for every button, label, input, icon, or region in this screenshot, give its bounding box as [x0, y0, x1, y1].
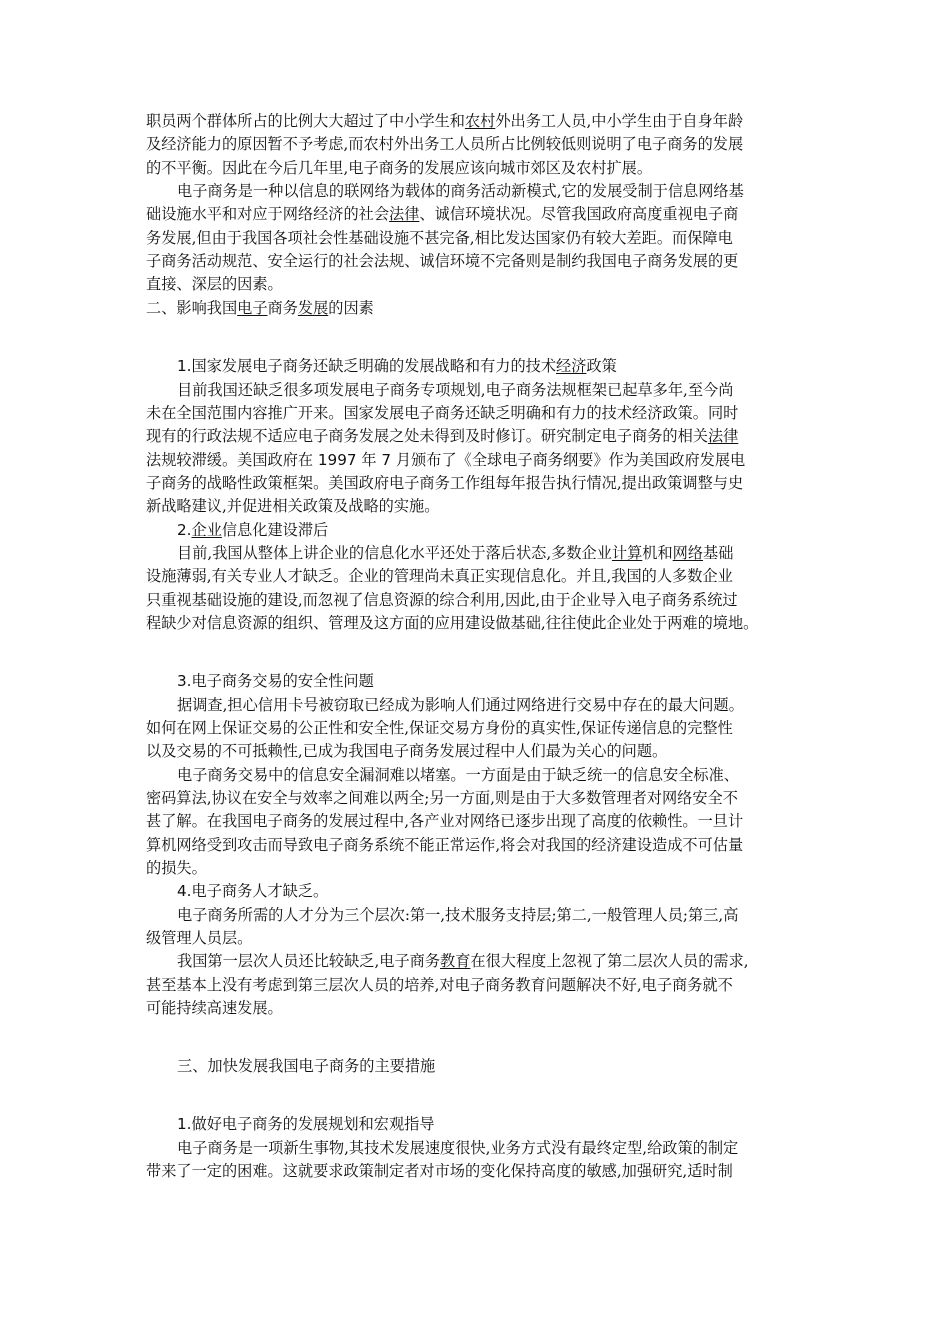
text-span: 甚了解。在我国电子商务的发展过程中,各产业对网络已逐步出现了高度的依赖性。一旦计	[146, 812, 744, 830]
text-line	[146, 273, 283, 296]
text-span: 基础	[703, 544, 734, 562]
hyperlink[interactable]: 企业	[191, 521, 222, 539]
text-line	[177, 180, 744, 203]
text-span: 务发展,但由于我国各项社会性基础设施不甚完备,相比发达国家仍有较大差距。而保障电	[146, 229, 733, 247]
text-span: 电子商务是一种以信息的联网络为载体的商务活动新模式,它的发展受制于信息网络基	[177, 182, 744, 200]
hyperlink[interactable]: 电子	[237, 299, 268, 317]
text-line	[177, 519, 328, 542]
text-span: 做好电子商务的发展规划和宏观指导	[191, 1115, 435, 1133]
text-line	[177, 694, 744, 717]
text-line	[146, 974, 733, 997]
text-line	[146, 857, 207, 880]
text-span: 电子商务交易中的信息安全漏洞难以堵塞。一方面是由于缺乏统一的信息安全标准、	[177, 766, 739, 784]
number-text: 1997	[317, 451, 357, 469]
text-span: 的因素	[328, 299, 374, 317]
text-line	[146, 227, 733, 250]
text-line	[177, 542, 733, 565]
text-span: 直接、深层的因素。	[146, 275, 283, 293]
text-span: 以及交易的不可抵赖性,已成为我国电子商务发展过程中人们最为关心的问题。	[146, 742, 668, 760]
text-line	[146, 157, 652, 180]
text-span: 新战略建议,并促进相关政策及战略的实施。	[146, 497, 440, 515]
text-line	[146, 472, 743, 495]
hyperlink[interactable]: 经济	[556, 357, 587, 375]
text-span: 础设施水平和对应于网络经济的社会	[146, 205, 389, 223]
text-line	[146, 612, 758, 635]
text-span: 职员两个群体所占的比例大大超过了中小学生和	[146, 112, 465, 130]
text-line	[146, 110, 743, 133]
text-span: 政策	[586, 357, 617, 375]
number-text: 1.	[177, 1115, 192, 1133]
text-span: 现有的行政法规不适应电子商务发展之处未得到及时修订。研究制定电子商务的相关	[146, 427, 708, 445]
number-text: 4.	[177, 882, 192, 900]
text-span: 带来了一定的困难。这就要求政策制定者对市场的变化保持高度的敏感,加强研究,适时制	[146, 1162, 733, 1180]
text-line	[146, 250, 738, 273]
text-line	[146, 740, 667, 763]
text-span: 二、影响我国	[146, 299, 238, 317]
text-span: 年	[356, 451, 382, 469]
hyperlink[interactable]: 计算	[611, 544, 643, 562]
hyperlink[interactable]: 网络	[672, 544, 704, 562]
text-line	[177, 950, 749, 973]
text-line	[146, 997, 283, 1020]
text-span: 的不平衡。因此在今后几年里,电子商务的发展应该向城市郊区及农村扩展。	[146, 159, 653, 177]
text-span: 目前我国还缺乏很多项发展电子商务专项规划,电子商务法规框架已起草多年,至今尚	[177, 381, 734, 399]
text-line	[146, 425, 738, 448]
text-span: 电子商务所需的人才分为三个层次:第一,技术服务支持层;第二,一般管理人员;第三,高	[177, 906, 739, 924]
text-span: 国家发展电子商务还缺乏明确的发展战略和有力的技术	[191, 357, 556, 375]
text-line	[146, 1160, 733, 1183]
text-span: 可能持续高速发展。	[146, 999, 283, 1017]
text-line	[146, 787, 738, 810]
text-line	[177, 1055, 435, 1078]
text-span: 子商务活动规范、安全运行的社会法规、诚信环境不完备则是制约我国电子商务发展的更	[146, 252, 739, 270]
text-span: 我国第一层次人员还比较缺乏,电子商务	[177, 952, 441, 970]
text-span: 法规较滞缓。美国政府在	[146, 451, 318, 469]
text-span: 三、加快发展我国电子商务的主要措施	[177, 1057, 436, 1075]
text-span: 、诚信环境状况。尽管我国政府高度重视电子商	[419, 205, 739, 223]
text-line	[146, 297, 374, 320]
number-text: 2.	[177, 521, 192, 539]
text-span: 电子商务交易的安全性问题	[191, 672, 374, 690]
text-line	[146, 402, 738, 425]
text-line	[177, 904, 738, 927]
text-line	[146, 810, 743, 833]
text-span: 只重视基础设施的建设,而忽视了信息资源的综合利用,因此,由于企业导入电子商务系统过	[146, 591, 738, 609]
text-line	[177, 764, 739, 787]
number-text: 3.	[177, 672, 192, 690]
text-line	[177, 670, 374, 693]
text-span: 程缺少对信息资源的组织、管理及这方面的应用建设做基础,往往使此企业处于两难的境地。	[146, 614, 759, 632]
text-line	[177, 355, 617, 378]
hyperlink[interactable]: 发展	[297, 299, 329, 317]
text-span: 机和	[642, 544, 673, 562]
text-line	[146, 927, 252, 950]
text-span: 及经济能力的原因暂不予考虑,而农村外出务工人员所占比例较低则说明了电子商务的发展	[146, 135, 744, 153]
text-span: 算机网络受到攻击而导致电子商务系统不能正常运作,将会对我国的经济建设造成不可估量	[146, 836, 744, 854]
text-span: 月颁布了《全球电子商务纲要》作为美国政府发展电	[391, 451, 746, 469]
text-line	[146, 565, 733, 588]
text-line	[177, 1137, 738, 1160]
text-line	[146, 834, 743, 857]
text-span: 目前,我国从整体上讲企业的信息化水平还处于落后状态,多数企业	[177, 544, 612, 562]
text-span: 未在全国范围内容推广开来。国家发展电子商务还缺乏明确和有力的技术经济政策。同时	[146, 404, 739, 422]
hyperlink[interactable]: 农村	[464, 112, 496, 130]
text-span: 信息化建设滞后	[221, 521, 329, 539]
text-line	[146, 589, 738, 612]
number-text: 1.	[177, 357, 192, 375]
text-span: 的损失。	[146, 859, 207, 877]
text-line	[146, 449, 745, 472]
text-span: 设施薄弱,有关专业人才缺乏。企业的管理尚未真正实现信息化。并且,我国的人多数企业	[146, 567, 733, 585]
text-line	[177, 880, 328, 903]
text-span: 级管理人员层。	[146, 929, 253, 947]
text-line	[177, 379, 733, 402]
number-text: 7	[381, 451, 392, 469]
text-span: 子商务的战略性政策框架。美国政府电子商务工作组每年报告执行情况,提出政策调整与史	[146, 474, 744, 492]
text-span: 在很大程度上忽视了第二层次人员的需求,	[470, 952, 749, 970]
text-span: 电子商务是一项新生事物,其技术发展速度很快,业务方式没有最终定型,给政策的制定	[177, 1139, 739, 1157]
text-span: 甚至基本上没有考虑到第三层次人员的培养,对电子商务教育问题解决不好,电子商务就不	[146, 976, 733, 994]
text-line	[177, 1113, 435, 1136]
text-span: 电子商务人才缺乏。	[191, 882, 329, 900]
text-span: 商务	[267, 299, 298, 317]
hyperlink[interactable]: 教育	[440, 952, 471, 970]
text-span: 据调查,担心信用卡号被窃取已经成为影响人们通过网络进行交易中存在的最大问题。	[177, 696, 744, 714]
text-line	[146, 133, 743, 156]
hyperlink[interactable]: 法律	[707, 427, 739, 445]
text-span: 外出务工人员,中小学生由于自身年龄	[495, 112, 744, 130]
text-line	[146, 203, 738, 226]
text-line	[146, 717, 733, 740]
hyperlink[interactable]: 法律	[389, 205, 420, 223]
text-span: 密码算法,协议在安全与效率之间难以两全;另一方面,则是由于大多数管理者对网络安全不	[146, 789, 738, 807]
text-span: 如何在网上保证交易的公正性和安全性,保证交易方身份的真实性,保证传递信息的完整性	[146, 719, 733, 737]
text-line	[146, 495, 439, 518]
